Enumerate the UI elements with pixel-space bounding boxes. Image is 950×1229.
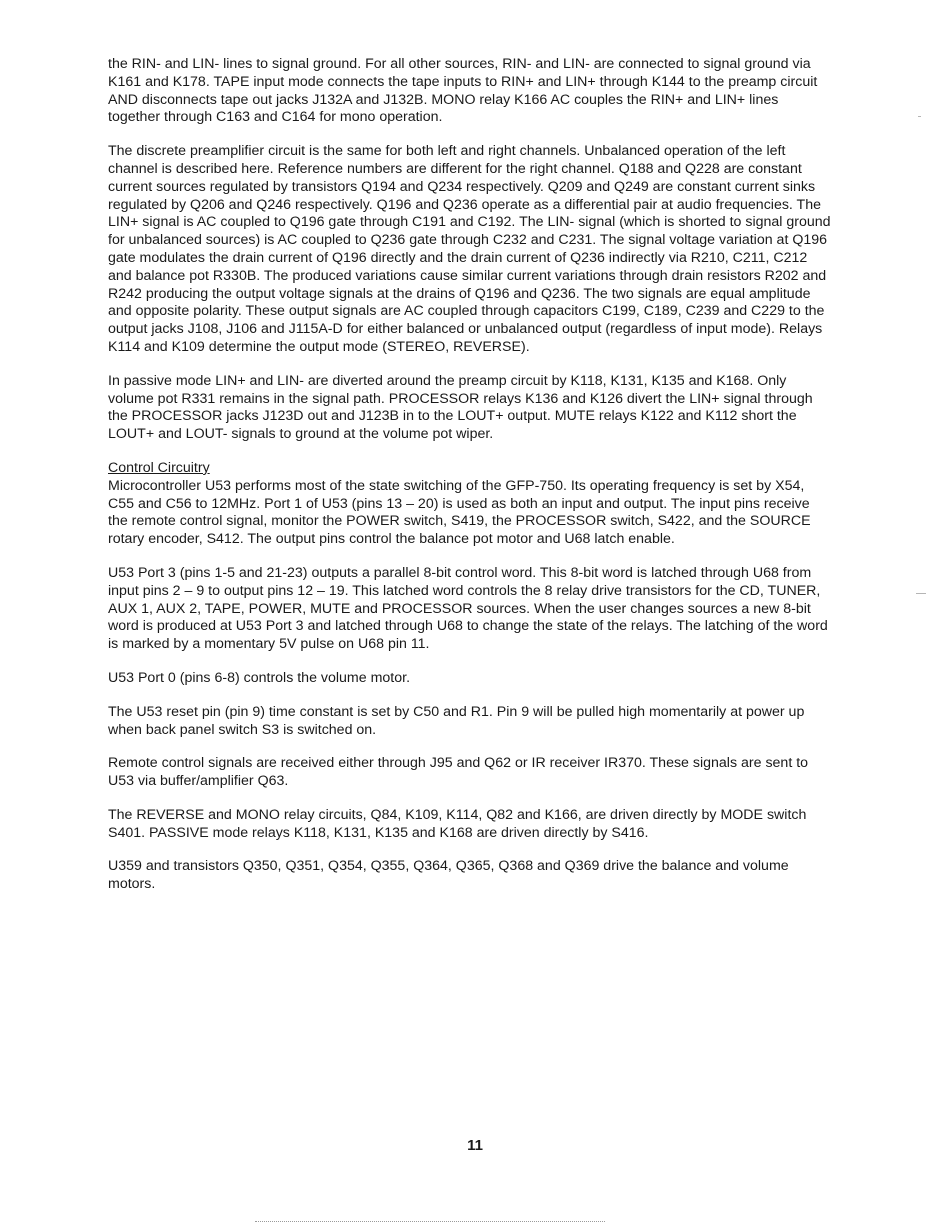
paragraph-microcontroller: Microcontroller U53 performs most of the state switching of the GFP-750. Its operating frequency is set by X54, C55 and C56 to 12MHz. Port 1 of U53 (pins 13 – 20) is used as both an input and output. The input pins receive the remote control signal, monitor the POWER switch, S419, the PROCESSOR switch, S422, and the SOURCE rotary encoder, S412. The output pins control the balance pot motor and U68 latch enable. (108, 477, 811, 548)
paragraph-remote-control: Remote control signals are received either through J95 and Q62 or IR receiver IR370. These signals are sent to U53 via buffer/amplifier Q63. (108, 755, 809, 790)
section-heading: Control Circuitry (108, 459, 210, 476)
scan-edge-line (255, 1221, 605, 1222)
paragraph-motor-drivers: U359 and transistors Q350, Q351, Q354, Q355, Q364, Q365, Q368 and Q369 drive the balance and volume motors. (108, 858, 789, 893)
page-number: 11 (467, 1137, 483, 1154)
section-control-circuitry (108, 460, 833, 549)
paragraph-port3: U53 Port 3 (pins 1-5 and 21-23) outputs a parallel 8-bit control word. This 8-bit word is latched through U68 from input pins 2 – 9 to output pins 12 – 19. This latched word controls the 8 relay drive transistors for the CD, TUNER, AUX 1, AUX 2, TAPE, POWER, MUTE and PROCESSOR sources. When the user changes sources a new 8-bit word is produced at U53 Port 3 and latched through U68 to change the state of the relays. The latching of the word is marked by a momentary 5V pulse on U68 pin 11. (108, 564, 828, 653)
paragraph-input-switching: the RIN- and LIN- lines to signal ground. For all other sources, RIN- and LIN- are connected to signal ground via K161 and K178. TAPE input mode connects the tape inputs to RIN+ and LIN+ through K144 to the preamp circuit AND disconnects tape out jacks J132A and J132B. MONO relay K166 AC couples the RIN+ and LIN+ lines together through C163 and C164 for mono operation. (108, 56, 818, 126)
scan-speck (918, 116, 921, 117)
paragraph-mode-relays: The REVERSE and MONO relay circuits, Q84, K109, K114, Q82 and K166, are driven directly by MODE switch S401. PASSIVE mode relays K118, K131, K135 and K168 are driven directly by S416. (108, 806, 807, 841)
scan-speck (916, 593, 926, 594)
paragraph-passive-mode: In passive mode LIN+ and LIN- are diverted around the preamp circuit by K118, K131, K135 and K168. Only volume pot R331 remains in the signal path. PROCESSOR relays K136 and K126 divert the LIN+ signal through the PROCESSOR jacks J123D out and J123B in to the LOUT+ output. MUTE relays K122 and K112 short the LOUT+ and LOUT- signals to ground at the volume pot wiper. (108, 372, 813, 443)
page-body (108, 56, 833, 910)
paragraph-reset-pin: The U53 reset pin (pin 9) time constant is set by C50 and R1. Pin 9 will be pulled high momentarily at power up when back panel switch S3 is switched on. (108, 703, 805, 738)
paragraph-port0: U53 Port 0 (pins 6-8) controls the volume motor. (108, 669, 411, 686)
paragraph-preamplifier: The discrete preamplifier circuit is the same for both left and right channels. Unbalanced operation of the left channel is described here. Reference numbers are different for the right channel. Q188 and Q228 are constant current sources regulated by transistors Q194 and Q234 respectively. Q209 and Q249 are constant current sinks regulated by Q206 and Q246 respectively. Q196 and Q236 operate as a differential pair at audio frequencies. The LIN+ signal is AC coupled to Q196 gate through C191 and C192. The LIN- signal (which is shorted to signal ground for unbalanced sources) is AC coupled to Q236 gate through C232 and C231. The signal voltage variation at Q196 gate modulates the drain current of Q196 directly and the drain current of Q236 indirectly via R210, C211, C212 and balance pot R330B. The produced variations cause similar current variations through drain resistors R202 and R242 producing the output voltage signals at the drains of Q196 and Q236. The two signals are equal amplitude and opposite polarity. These output signals are AC coupled through capacitors C199, C189, C239 and C229 to the output jacks J108, J106 and J115A-D for either balanced or unbalanced output (regardless of input mode). Relays K114 and K109 determine the output mode (STEREO, REVERSE). (108, 143, 831, 355)
